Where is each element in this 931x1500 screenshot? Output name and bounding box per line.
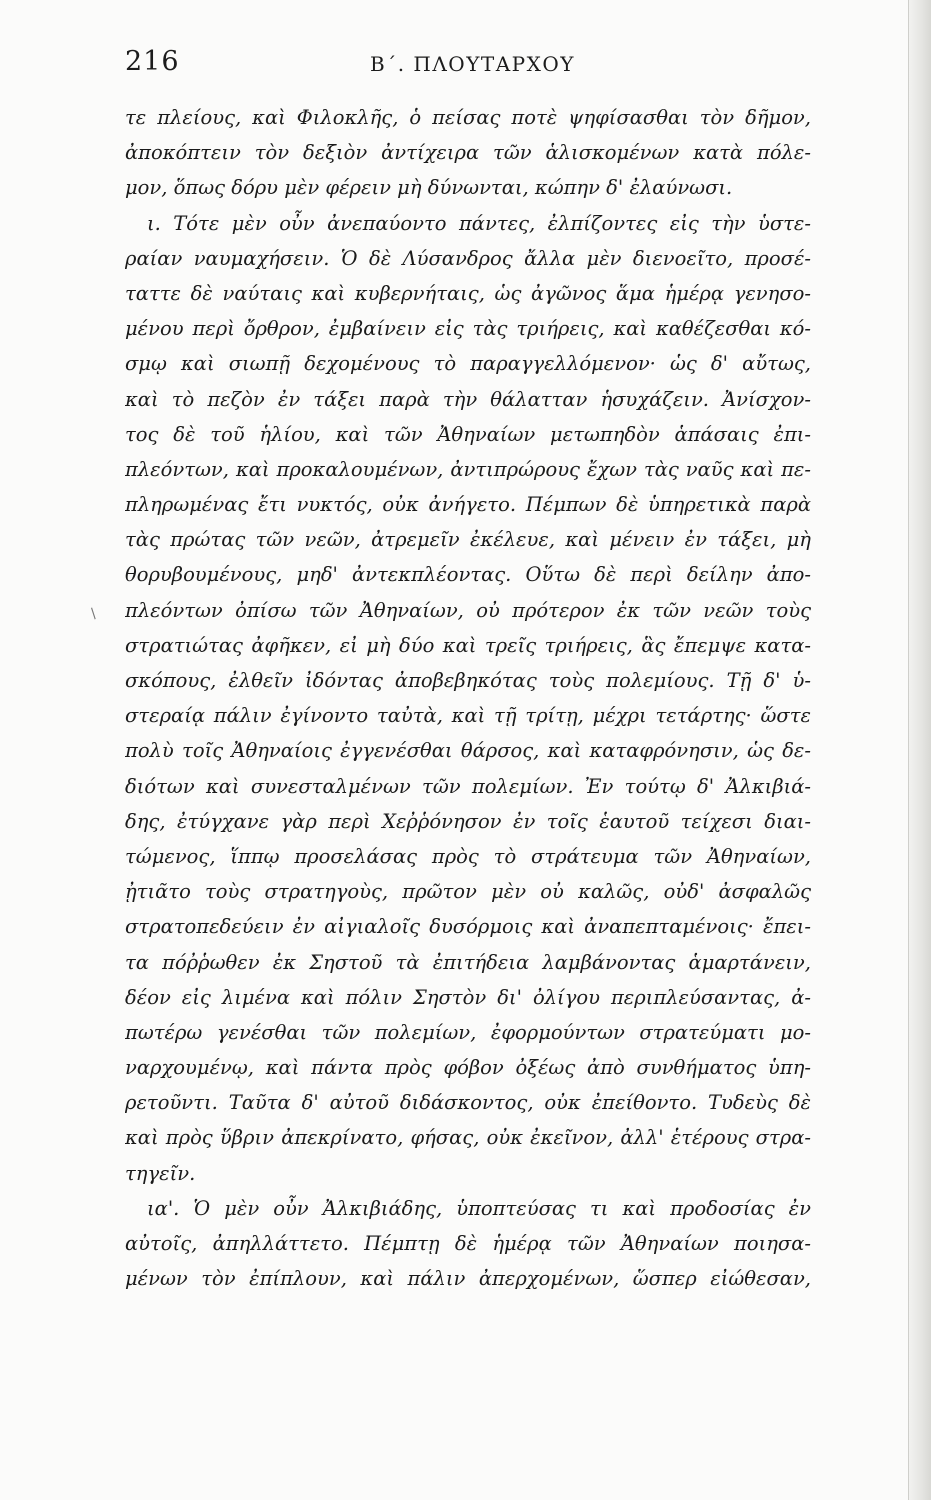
- running-head: Β΄. ΠΛΟΥΤΑΡΧΟΥ: [370, 52, 575, 76]
- text-line: μον, ὅπως δόρυ μὲν φέρειν μὴ δύνωνται, κώπην δ' ἐλαύνωσι.: [125, 176, 733, 200]
- page-number: 216: [125, 46, 180, 77]
- text-line: δέον εἰς λιμένα καὶ πόλιν Σηστὸν δι' ὀλίγου περιπλεύσαντας, ἀ-: [125, 985, 811, 1009]
- text-line: πλεόντων ὀπίσω τῶν Ἀθηναίων, οὐ πρότερον ἐκ τῶν νεῶν τοὺς: [125, 598, 811, 622]
- text-line: μένου περὶ ὄρθρον, ἐμβαίνειν εἰς τὰς τριήρεις, καὶ καθέζεσθαι κό-: [125, 317, 811, 341]
- text-line: ρετοῦντι. Ταῦτα δ' αὐτοῦ διδάσκοντος, οὐκ ἐπείθοντο. Τυδεὺς δὲ: [125, 1091, 811, 1115]
- text-line: τηγεῖν.: [125, 1161, 196, 1185]
- text-line: ταττε δὲ ναύταις καὶ κυβερνήταις, ὡς ἀγῶνος ἅμα ἡμέρᾳ γενησο-: [125, 281, 811, 305]
- text-line: στεραίᾳ πάλιν ἐγίνοντο ταὐτὰ, καὶ τῇ τρίτῃ, μέχρι τετάρτης· ὥστε: [125, 704, 811, 728]
- text-line: τε πλείους, καὶ Φιλοκλῆς, ὁ πείσας ποτὲ ψηφίσασθαι τὸν δῆμον,: [125, 106, 811, 129]
- text-line: ραίαν ναυμαχήσειν. Ὁ δὲ Λύσανδρος ἄλλα μὲν διενοεῖτο, προσέ-: [125, 246, 811, 270]
- text-line: τὰς πρώτας τῶν νεῶν, ἀτρεμεῖν ἐκέλευε, καὶ μένειν ἐν τάξει, μὴ: [125, 528, 811, 552]
- page-header: [125, 46, 811, 86]
- page-edge-shadow: [908, 0, 931, 1500]
- text-line: ἀποκόπτειν τὸν δεξιὸν ἀντίχειρα τῶν ἁλισκομένων κατὰ πόλε-: [125, 141, 811, 165]
- text-line: στρατιώτας ἀφῆκεν, εἰ μὴ δύο καὶ τρεῖς τριήρεις, ἃς ἔπεμψε κατα-: [125, 633, 811, 657]
- text-line: πληρωμένας ἔτι νυκτός, οὐκ ἀνήγετο. Πέμπων δὲ ὑπηρετικὰ παρὰ: [125, 493, 811, 517]
- text-line: πολὺ τοῖς Ἀθηναίοις ἐγγενέσθαι θάρσος, καὶ καταφρόνησιν, ὡς δε-: [125, 739, 811, 763]
- text-line: τα πόῤῥωθεν ἐκ Σηστοῦ τὰ ἐπιτήδεια λαμβάνοντας ἁμαρτάνειν,: [125, 950, 811, 974]
- text-line: ᾐτιᾶτο τοὺς στρατηγοὺς, πρῶτον μὲν οὐ καλῶς, οὐδ' ἀσφαλῶς: [125, 880, 811, 904]
- text-line: δης, ἐτύγχανε γὰρ περὶ Χεῤῥόνησον ἐν τοῖς ἑαυτοῦ τείχεσι διαι-: [125, 809, 811, 833]
- text-line: στρατοπεδεύειν ἐν αἰγιαλοῖς δυσόρμοις καὶ ἀναπεπταμένοις· ἔπει-: [125, 915, 811, 939]
- text-line: ναρχουμένῳ, καὶ πάντα πρὸς φόβον ὀξέως ἀπὸ συνθήματος ὑπη-: [125, 1056, 811, 1080]
- text-line: θορυβουμένους, μηδ' ἀντεκπλέοντας. Οὕτω δὲ περὶ δείλην ἀπο-: [125, 563, 811, 587]
- text-line: καὶ τὸ πεζὸν ἐν τάξει παρὰ τὴν θάλατταν ἡσυχάζειν. Ἀνίσχον-: [125, 387, 811, 411]
- text-line: σκόπους, ἐλθεῖν ἰδόντας ἀποβεβηκότας τοὺς πολεμίους. Τῇ δ' ὑ-: [125, 669, 811, 692]
- text-line: πλεόντων, καὶ προκαλουμένων, ἀντιπρώρους ἔχων τὰς ναῦς καὶ πε-: [125, 457, 811, 481]
- text-line: σμῳ καὶ σιωπῇ δεχομένους τὸ παραγγελλόμενον· ὡς δ' αὔτως,: [125, 352, 811, 376]
- text-line: καὶ πρὸς ὕβριν ἀπεκρίνατο, φήσας, οὐκ ἐκεῖνον, ἀλλ' ἑτέρους στρα-: [125, 1126, 811, 1150]
- text-line: πωτέρω γενέσθαι τῶν πολεμίων, ἐφορμούντων στρατεύματι μο-: [125, 1020, 811, 1044]
- text-line: διότων καὶ συνεσταλμένων τῶν πολεμίων. Ἐν τούτῳ δ' Ἀλκιβιά-: [125, 774, 811, 798]
- text-line: τος δὲ τοῦ ἡλίου, καὶ τῶν Ἀθηναίων μετωπηδὸν ἁπάσαις ἐπι-: [125, 422, 811, 446]
- section-start-line: ι. Τότε μὲν οὖν ἀνεπαύοντο πάντες, ἐλπίζοντες εἰς τὴν ὑστε-: [147, 211, 811, 235]
- margin-pencil-mark: /: [87, 606, 101, 622]
- text-line: τώμενος, ἵππῳ προσελάσας πρὸς τὸ στράτευμα τῶν Ἀθηναίων,: [125, 844, 811, 868]
- text-line: αὐτοῖς, ἀπηλλάττετο. Πέμπτῃ δὲ ἡμέρᾳ τῶν Ἀθηναίων ποιησα-: [125, 1232, 811, 1255]
- body-text: [125, 100, 811, 1296]
- section-start-line: ια'. Ὁ μὲν οὖν Ἀλκιβιάδης, ὑποπτεύσας τι καὶ προδοσίας ἐν: [147, 1196, 811, 1220]
- text-line: μένων τὸν ἐπίπλουν, καὶ πάλιν ἀπερχομένων, ὥσπερ εἰώθεσαν,: [125, 1267, 811, 1291]
